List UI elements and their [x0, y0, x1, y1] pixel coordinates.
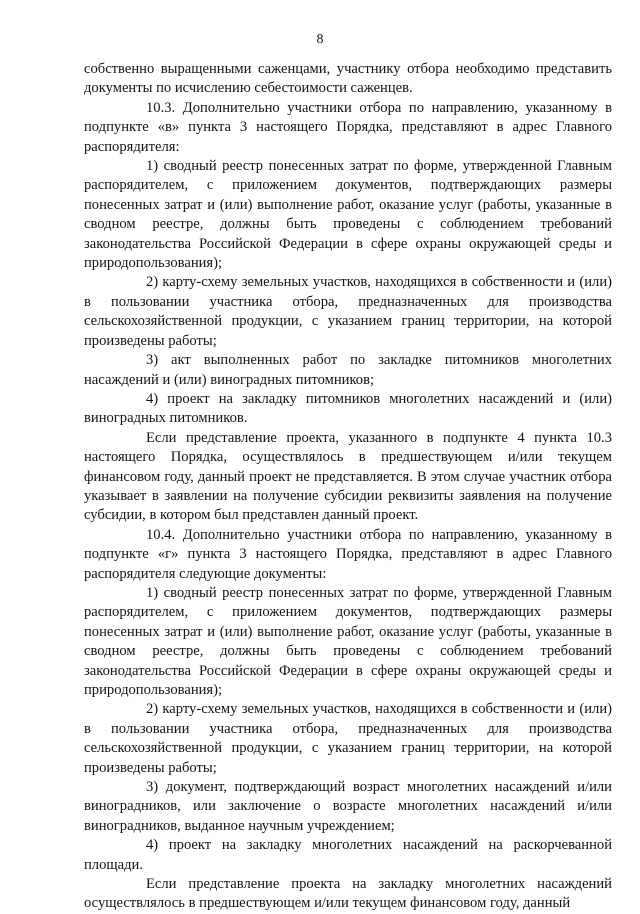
paragraph-10-4-note: Если представление проекта на закладку многолетних насаждений осуществлялось в предшествующем и/или текущем финансовом году, данный: [84, 876, 612, 912]
paragraph-10-4-item-4: 4) проект на закладку многолетних насаждений на раскорчеванной площади.: [84, 837, 612, 873]
page-number: 8: [316, 32, 324, 47]
paragraph-10-3-item-4: 4) проект на закладку питомников многолетних насаждений и (или) виноградных питомников.: [84, 390, 612, 427]
document-body: [84, 60, 612, 914]
paragraph-10-4-item-2: 2) карту-схему земельных участков, находящихся в собственности и (или) в пользовании участника отбора, предназначенных для производства сельскохозяйственной продукции, с указанием границ территории, на которой произведены работы;: [84, 701, 612, 776]
paragraph-10-3-note: Если представление проекта, указанного в подпункте 4 пункта 10.3 настоящего Порядка, осуществлялось в предшествующем и/или текущем финансовом году, данный проект не представляется. В этом случае участник отбора указывает в заявлении на получение субсидии реквизиты заявления на получение субсидии, в котором был представлен данный проект.: [84, 429, 612, 524]
paragraph-10-4-item-3: 3) документ, подтверждающий возраст многолетних насаждений и/или виноградников, или заключение о возрасте многолетних насаждений и/или виноградников, выданное научным учреждением;: [84, 779, 612, 834]
paragraph-10-3-item-2: 2) карту-схему земельных участков, находящихся в собственности и (или) в пользовании участника отбора, предназначенных для производства сельскохозяйственной продукции, с указанием границ территории, на которой произведены работы;: [84, 274, 612, 349]
paragraph-10-3-item-3: 3) акт выполненных работ по закладке питомников многолетних насаждений и (или) виноградных питомников;: [84, 352, 612, 388]
paragraph-10-3-intro: 10.3. Дополнительно участники отбора по направлению, указанному в подпункте «в» пункта 3 настоящего Порядка, представляют в адрес Главного распорядителя:: [84, 99, 612, 155]
paragraph-10-4-intro: 10.4. Дополнительно участники отбора по направлению, указанному в подпункте «г» пункта 3 настоящего Порядка, представляют в адрес Главного распорядителя следующие документы:: [84, 526, 612, 582]
paragraph-10-4-item-1: 1) сводный реестр понесенных затрат по форме, утвержденной Главным распорядителем, с приложением документов, подтверждающих размеры понесенных затрат и (или) выполнение работ, оказание услуг (работы, указанные в сводном реестре, должны быть проведены с соблюдением требований законодательства Российской Федерации в сфере охраны окружающей среды и природопользования);: [84, 584, 612, 698]
paragraph-10-3-item-1: 1) сводный реестр понесенных затрат по форме, утвержденной Главным распорядителем, с приложением документов, подтверждающих размеры понесенных затрат и (или) выполнение работ, оказание услуг (работы, указанные в сводном реестре, должны быть проведены с соблюдением требований законодательства Российской Федерации в сфере охраны окружающей среды и природопользования);: [84, 158, 612, 272]
paragraph-continuation: собственно выращенными саженцами, участнику отбора необходимо представить документы по исчислению себестоимости саженцев.: [84, 61, 612, 97]
